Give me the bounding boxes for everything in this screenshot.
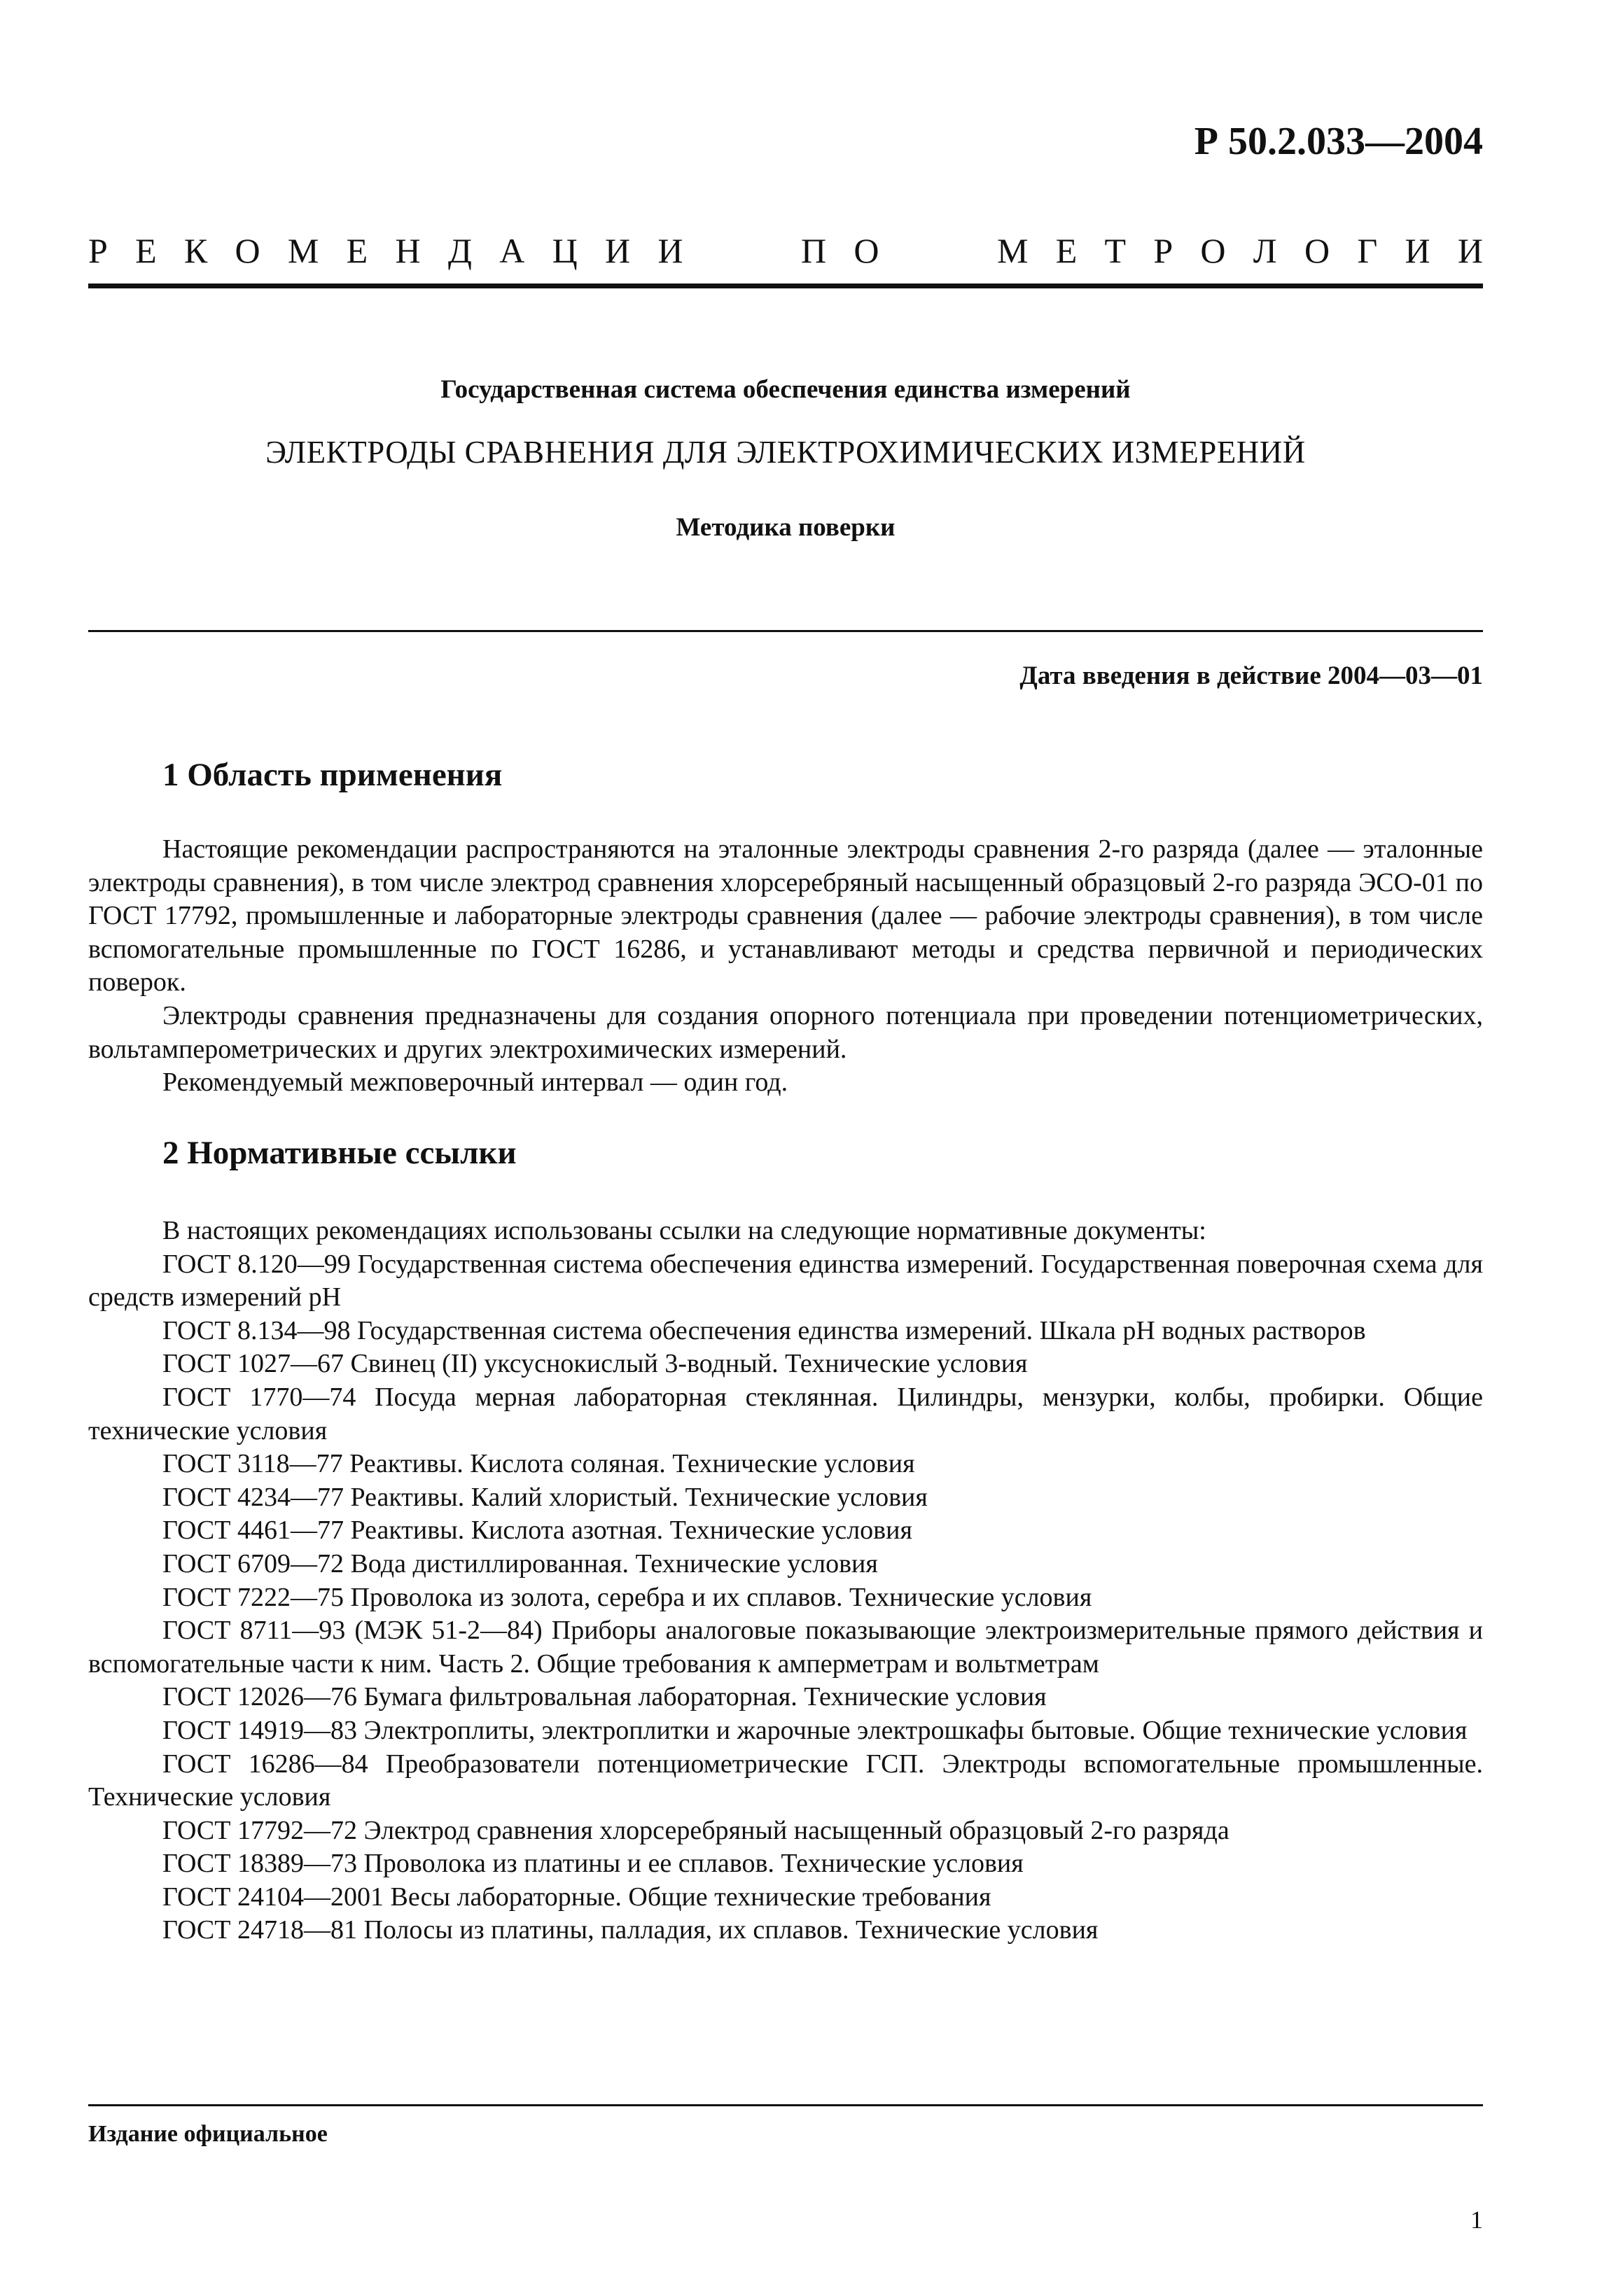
reference-item: ГОСТ 8.134—98 Государственная система обеспечения единства измерений. Шкала pH водных растворов: [162, 1315, 1366, 1345]
reference-item: ГОСТ 17792—72 Электрод сравнения хлорсеребряный насыщенный образцовый 2-го разряда: [162, 1815, 1230, 1845]
reference-item: ГОСТ 24104—2001 Весы лабораторные. Общие технические требования: [162, 1882, 991, 1912]
series-letter: О: [854, 231, 879, 270]
series-letter: Р: [88, 231, 108, 270]
reference-item: ГОСТ 14919—83 Электроплиты, электроплитки и жарочные электрошкафы бытовые. Общие технические условия: [162, 1715, 1468, 1745]
edition-label: Издание официальное: [88, 2121, 328, 2147]
series-letter: А: [499, 231, 525, 270]
page-number: 1: [1470, 2206, 1483, 2234]
section-1-body: [88, 833, 1483, 1100]
series-letter: М: [287, 231, 319, 270]
reference-item: ГОСТ 12026—76 Бумага фильтровальная лабораторная. Технические условия: [162, 1682, 1047, 1712]
subtitle: Методика поверки: [676, 513, 896, 542]
series-letter: Л: [1253, 231, 1277, 270]
series-letter: Е: [346, 231, 368, 270]
series-letter: П: [800, 231, 827, 270]
reference-item: ГОСТ 4461—77 Реактивы. Кислота азотная. Технические условия: [162, 1516, 912, 1546]
system-title: Государственная система обеспечения единства измерений: [440, 375, 1131, 404]
series-letter: Ц: [552, 231, 578, 270]
series-letter: Е: [1055, 231, 1078, 270]
series-letter: И: [657, 231, 683, 270]
title-rule: [88, 630, 1483, 632]
series-letter: И: [1457, 231, 1483, 270]
series-title: [88, 223, 1483, 279]
paragraph: Электроды сравнения предназначены для создания опорного потенциала при проведении потенциометрических, вольтамперометрических и других электрохимических измерений.: [88, 1000, 1483, 1064]
reference-item: ГОСТ 8711—93 (МЭК 51-2—84) Приборы аналоговые показывающие электроизмерительные прямого действия и вспомогательные части к ним. Часть 2. Общие требования к амперметрам и вольтметрам: [88, 1616, 1483, 1679]
series-letter: Р: [1153, 231, 1173, 270]
series-letter: И: [604, 231, 631, 270]
series-letter: Т: [1104, 231, 1127, 270]
series-letter: М: [996, 231, 1029, 270]
document-number: Р 50.2.033—2004: [1194, 120, 1483, 163]
reference-item: ГОСТ 16286—84 Преобразователи потенциометрические ГСП. Электроды вспомогательные промышленные. Технические условия: [88, 1749, 1483, 1812]
reference-item: ГОСТ 7222—75 Проволока из золота, серебра и их сплавов. Технические условия: [162, 1582, 1092, 1612]
reference-item: ГОСТ 1027—67 Свинец (II) уксуснокислый 3-водный. Технические условия: [162, 1349, 1028, 1379]
series-letter: О: [1200, 231, 1226, 270]
header-rule: [88, 284, 1483, 288]
reference-item: ГОСТ 3118—77 Реактивы. Кислота соляная. Технические условия: [162, 1449, 915, 1479]
introduction-date: Дата введения в действие 2004—03—01: [1019, 662, 1483, 690]
section-2-heading: 2 Нормативные ссылки: [162, 1135, 517, 1171]
paragraph: Настоящие рекомендации распространяются на эталонные электроды сравнения 2-го разряда (далее — эталонные электроды сравнения), в том числе электрод сравнения хлорсеребряный насыщенный образцовый 2-го разряда ЭСО-01 по ГОСТ 17792, промышленные и лабораторные электроды сравнения (далее — рабочие электроды сравнения), в том числе вспомогательные промышленные по ГОСТ 16286, и устанавливают методы и средства первичной и периодических поверок.: [88, 834, 1483, 997]
section-2-body: [88, 1214, 1483, 1947]
reference-item: ГОСТ 6709—72 Вода дистиллированная. Технические условия: [162, 1548, 878, 1578]
footer-rule: [88, 2104, 1483, 2106]
reference-item: ГОСТ 8.120—99 Государственная система обеспечения единства измерений. Государственная поверочная схема для средств измерений pH: [88, 1249, 1483, 1312]
series-letter: Н: [395, 231, 421, 270]
main-title: ЭЛЕКТРОДЫ СРАВНЕНИЯ ДЛЯ ЭЛЕКТРОХИМИЧЕСКИХ ИЗМЕРЕНИЙ: [265, 435, 1306, 470]
paragraph: В настоящих рекомендациях использованы ссылки на следующие нормативные документы:: [162, 1216, 1206, 1245]
reference-item: ГОСТ 18389—73 Проволока из платины и ее сплавов. Технические условия: [162, 1849, 1024, 1879]
series-letter: И: [1405, 231, 1430, 270]
series-letter: О: [1304, 231, 1330, 270]
series-letter: Г: [1357, 231, 1378, 270]
section-1-heading: 1 Область применения: [162, 757, 503, 793]
reference-item: ГОСТ 1770—74 Посуда мерная лабораторная стеклянная. Цилиндры, мензурки, колбы, пробирки. Общие технические условия: [88, 1382, 1483, 1446]
series-letter: О: [235, 231, 260, 270]
paragraph: Рекомендуемый межповерочный интервал — один год.: [162, 1068, 788, 1098]
reference-item: ГОСТ 24718—81 Полосы из платины, палладия, их сплавов. Технические условия: [162, 1915, 1099, 1945]
reference-item: ГОСТ 4234—77 Реактивы. Калий хлористый. Технические условия: [162, 1482, 928, 1512]
series-letter: Е: [135, 231, 157, 270]
series-letter: К: [183, 231, 208, 270]
series-letter: Д: [447, 231, 472, 270]
